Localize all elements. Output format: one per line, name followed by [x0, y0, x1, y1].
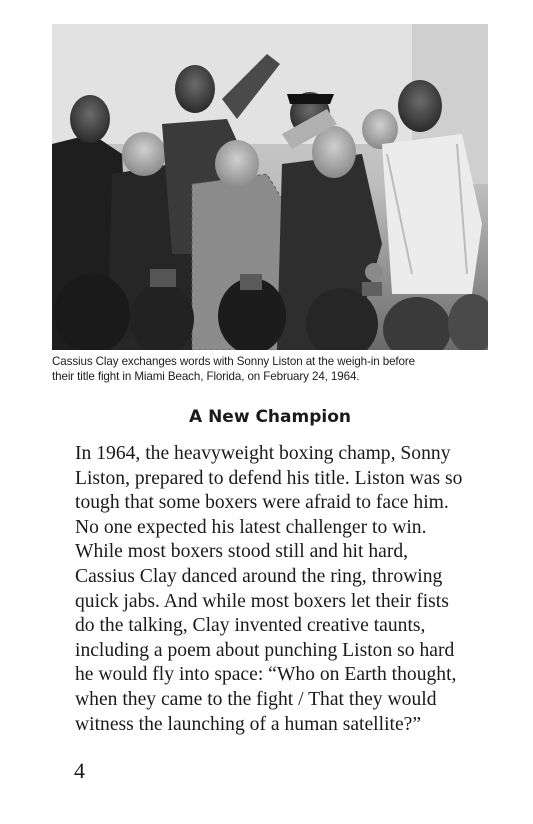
body-line: tough that some boxers were afraid to face him.	[75, 492, 449, 514]
section-heading: A New Champion	[189, 407, 351, 427]
body-line: Liston, prepared to defend his title. Liston was so	[75, 467, 463, 489]
body-line: when they came to the fight / That they would	[75, 688, 437, 710]
caption-line: Cassius Clay exchanges words with Sonny Liston at the weigh-in before	[52, 355, 416, 368]
body-line: witness the launching of a human satellite?”	[75, 713, 422, 735]
body-line: Cassius Clay danced around the ring, throwing	[75, 565, 443, 587]
body-line: While most boxers stood still and hit hard,	[75, 541, 409, 563]
body-line: quick jabs. And while most boxers let their fists	[75, 590, 449, 612]
body-line: No one expected his latest challenger to win.	[75, 516, 427, 538]
body-paragraph	[75, 442, 495, 737]
body-line: including a poem about punching Liston so hard	[75, 639, 455, 661]
caption-line: their title fight in Miami Beach, Florida, on February 24, 1964.	[52, 370, 360, 383]
weigh-in-photo	[52, 24, 488, 350]
photo-caption	[52, 354, 488, 384]
body-line: In 1964, the heavyweight boxing champ, Sonny	[75, 443, 451, 464]
body-line: he would fly into space: “Who on Earth thought,	[75, 664, 457, 686]
body-line: do the talking, Clay invented creative taunts,	[75, 615, 426, 637]
page-number: 4	[74, 758, 85, 783]
